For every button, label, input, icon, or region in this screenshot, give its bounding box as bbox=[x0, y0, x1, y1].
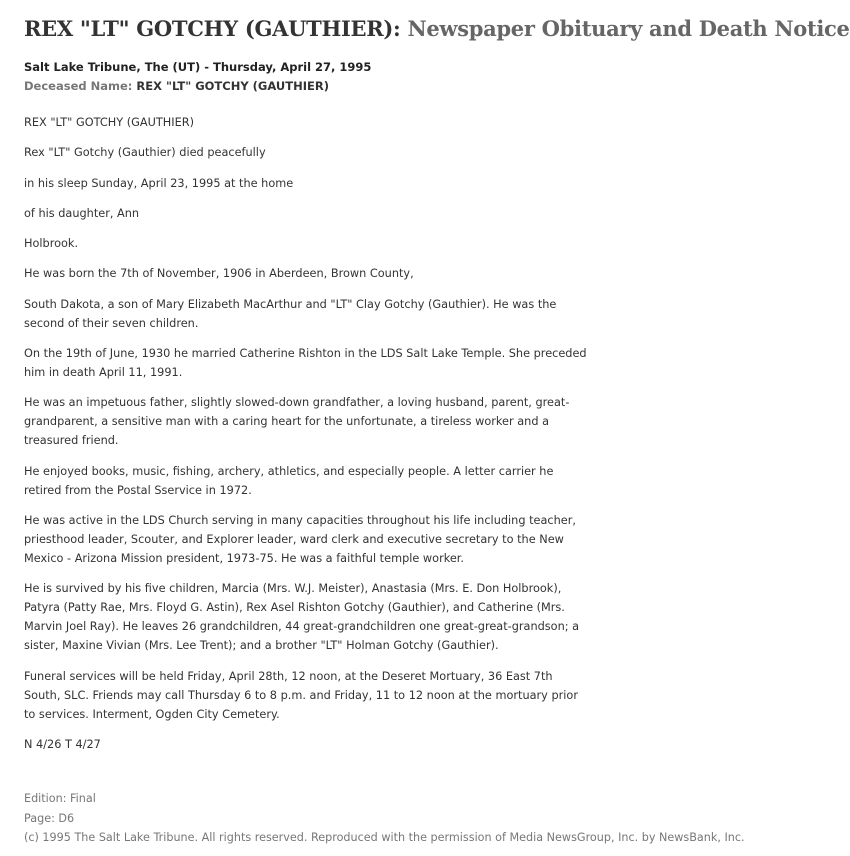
copyright-line: (c) 1995 The Salt Lake Tribune. All rights reserved. Reproduced with the permission of Media NewsGroup, Inc. by NewsBank, Inc. bbox=[24, 831, 745, 844]
paragraph: He enjoyed books, music, fishing, archery, athletics, and especially people. A letter carrier he retired from the Postal Sservice in 1972. bbox=[24, 464, 554, 497]
paragraph: He was born the 7th of November, 1906 in Aberdeen, Brown County, bbox=[24, 267, 414, 281]
paragraph: of his daughter, Ann bbox=[24, 206, 140, 220]
publication-line: Salt Lake Tribune, The (UT) - Thursday, April 27, 1995 bbox=[24, 60, 372, 74]
title-separator: : bbox=[393, 16, 401, 41]
obituary-body bbox=[24, 113, 592, 754]
paragraph: Rex "LT" Gotchy (Gauthier) died peacefully bbox=[24, 146, 266, 160]
edition-line: Edition: Final bbox=[24, 792, 96, 805]
paragraph: REX "LT" GOTCHY (GAUTHIER) bbox=[24, 116, 194, 129]
obituary-article bbox=[24, 14, 850, 765]
paragraph: Holbrook. bbox=[24, 237, 79, 251]
deceased-name-label: Deceased Name: bbox=[24, 79, 137, 93]
paragraph: He was active in the LDS Church serving in many capacities throughout his life including teacher, priesthood leader, Scouter, and Explorer leader, ward clerk and executive secretary to the New Mexico - Arizona Mission president, 1973-75. He was a faithful temple worker. bbox=[24, 513, 576, 565]
deceased-name-value: REX "LT" GOTCHY (GAUTHIER) bbox=[136, 79, 329, 93]
paragraph: in his sleep Sunday, April 23, 1995 at the home bbox=[24, 176, 294, 190]
paragraph: On the 19th of June, 1930 he married Catherine Rishton in the LDS Salt Lake Temple. She preceded him in death April 11, 1991. bbox=[24, 347, 587, 380]
paragraph: Funeral services will be held Friday, April 28th, 12 noon, at the Deseret Mortuary, 36 East 7th South, SLC. Friends may call Thursday 6 to 8 p.m. and Friday, 11 to 12 noon at the mortuary prior to services. Interment, Ogden City Cemetery. bbox=[24, 669, 578, 721]
paragraph: South Dakota, a son of Mary Elizabeth MacArthur and "LT" Clay Gotchy (Gauthier). He was the second of their seven children. bbox=[24, 297, 557, 330]
article-meta bbox=[24, 58, 774, 96]
paragraph-notice-code: N 4/26 T 4/27 bbox=[24, 737, 101, 751]
title-deceased-name: REX "LT" GOTCHY (GAUTHIER) bbox=[24, 16, 394, 41]
paragraph: He is survived by his five children, Marcia (Mrs. W.J. Meister), Anastasia (Mrs. E. Don Holbrook), Patyra (Patty Rae, Mrs. Floyd G. Astin), Rex Asel Rishton Gotchy (Gauthier), and Catherine (Mrs. Marvin Joel Ray). He leaves 26 grandchildren, 44 great-grandchildren one great-great-grandson; a sister, Maxine Vivian (Mrs. Lee Trent); and a brother "LT" Holman Gotchy (Gauthier). bbox=[24, 582, 580, 653]
paragraph: He was an impetuous father, slightly slowed-down grandfather, a loving husband, parent, great-grandparent, a sensitive man with a caring heart for the unfortunate, a tireless worker and a treasured friend. bbox=[24, 396, 570, 448]
article-footer bbox=[24, 789, 745, 848]
page-title bbox=[24, 14, 850, 44]
title-subtitle: Newspaper Obituary and Death Notice bbox=[400, 16, 850, 41]
deceased-name-line bbox=[24, 77, 774, 96]
page-line: Page: D6 bbox=[24, 811, 75, 825]
